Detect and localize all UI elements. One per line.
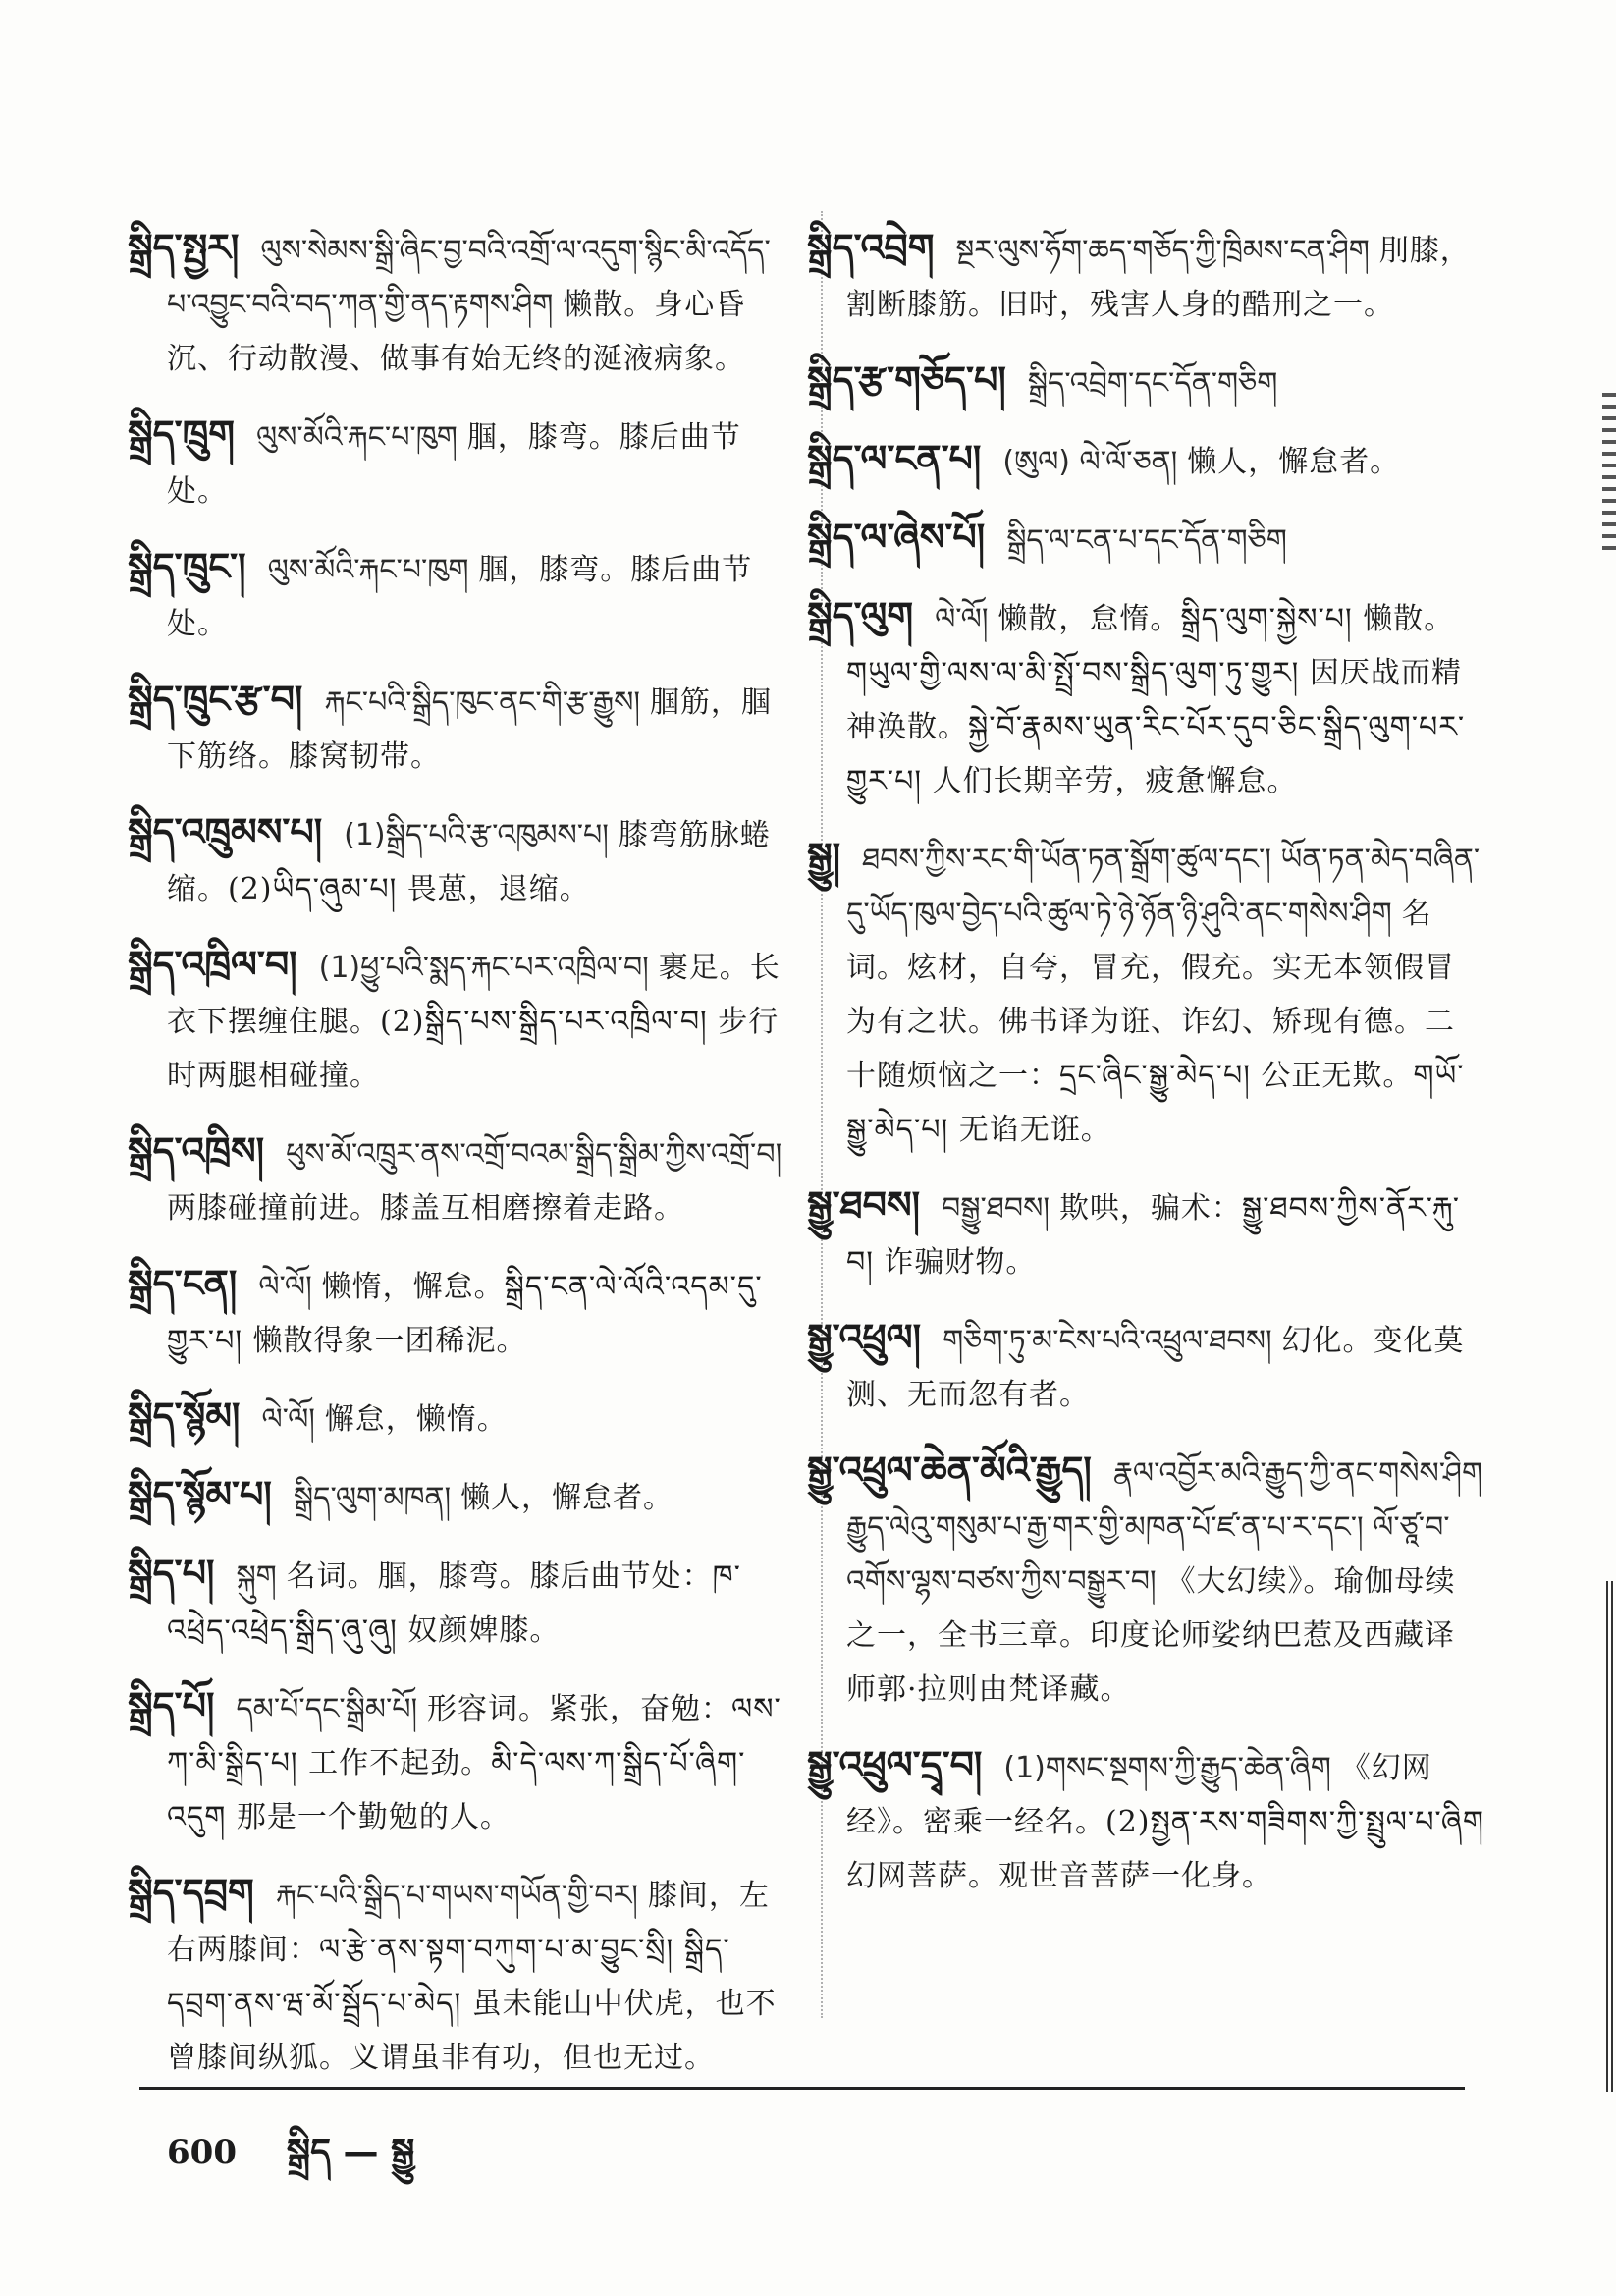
entry-definition: 幻化。变化莫测、无而忽有者。 — [846, 1324, 1465, 1412]
entry-headword: སྒྲིད་པ། — [128, 1552, 215, 1595]
entry-definition: 懒人，懈怠者。 — [460, 1481, 674, 1515]
dictionary-entry — [128, 1257, 795, 1368]
dictionary-entry — [128, 1679, 795, 1844]
entry-definition: 《幻网经》。密乘一经名。(2)སྤྱན་རས་གཟིགས་ཀྱི་སྤྲུལ་པ་ཞིག 幻网菩萨。观世音菩萨一化身。 — [846, 1751, 1484, 1893]
entry-definition: 两膝碰撞前进。膝盖互相磨擦着走路。 — [167, 1191, 684, 1226]
entry-definition: 欺哄，骗术：སྒྱུ་ཐབས་ཀྱིས་ནོར་རྐུ་བ། 诈骗财物。 — [846, 1191, 1461, 1280]
entry-gloss: བསྒྱུ་ཐབས། — [942, 1191, 1050, 1226]
entry-headword: སྒྲིད་རྩ་གཅོད་པ། — [807, 358, 1006, 402]
entry-definition: 腘，膝弯。膝后曲节处。 — [167, 420, 741, 509]
entry-headword: སྒྲིད་ལ་ངན་པ། — [807, 437, 982, 480]
dictionary-entry — [807, 511, 1484, 568]
entry-gloss: (ཨུལ) ལེ་ལོ་ཅན། — [1002, 445, 1178, 479]
entry-gloss: རྣལ་འབྱོར་མའི་རྒྱུད་ཀྱི་ནང་གསེས་ཤིག རྒྱུད་ལེའུ་གསུམ་པ་རྒྱ་གར་གྱི་མཁན་པོ་ཛ་ན་པ་ར་དང་། ལོ་ཙཱ་བ་འགོས་ལྷས་བཙས་ཀྱིས་བསྒྱུར་བ། — [846, 1456, 1483, 1599]
entry-gloss: ལུས་སེམས་སྒྲི་ཞིང་བྱ་བའི་འགྲོ་ལ་འདུག་སྙིང་མི་འདོད་པ་འབྱུང་བའི་བད་ཀན་གྱི་ནད་རྟགས་ཤིག — [167, 234, 771, 322]
entry-gloss: ལེ་ལོ། — [935, 602, 989, 636]
page-number: 600 — [167, 2133, 237, 2172]
entry-headword: སྒྲིད་ལུག — [807, 594, 914, 637]
entry-headword: སྒྲིད་ཁྲུང་རྩ་བ། — [128, 678, 303, 721]
dictionary-entry — [807, 354, 1484, 410]
dictionary-entry — [807, 830, 1484, 1157]
entry-gloss: རྐང་པའི་སྒྲིད་པ་གཡས་གཡོན་གྱི་བར། — [275, 1879, 638, 1913]
dictionary-entry — [128, 1390, 795, 1447]
entry-definition: 懒散，怠惰。སྒྲིད་ལུག་སྐྱེས་པ། 懒散。གཡུལ་གྱི་ལས་ལ་མི་སྤྲོ་བས་སྒྲིད་ལུག་ཏུ་གྱུར། 因厌战而精神涣散。སྐྱེ་བོ་རྣམས་ཡུན་རིང་པོར་དུབ་ཅིང་སྒྲིད་ལུག་པར་གྱུར་པ། 人们长期辛劳，疲惫懈怠。 — [846, 602, 1466, 798]
entry-headword: སྒྱུ་ཐབས། — [807, 1183, 921, 1227]
entry-gloss: སྒྲིད་ལུག་མཁན། — [293, 1481, 452, 1515]
entry-definition: 刖膝，割断膝筋。旧时，残害人身的酷刑之一。 — [846, 234, 1471, 322]
dictionary-entry — [807, 1738, 1484, 1903]
dictionary-entry — [128, 1547, 795, 1658]
dictionary-entry — [807, 589, 1484, 808]
entry-definition: 腘，膝弯。膝后曲节处。 — [167, 553, 753, 641]
dictionary-entry — [807, 1178, 1484, 1289]
dictionary-entry — [128, 673, 795, 784]
entry-headword: སྒྲིད་ལ་ཞེས་པོ། — [807, 516, 986, 559]
edge-marks — [1602, 393, 1616, 550]
dictionary-entry — [128, 938, 795, 1103]
entry-gloss: (1)གསང་སྔགས་ཀྱི་རྒྱུད་ཆེན་ཞིག — [1003, 1751, 1331, 1785]
entry-definition: 腘筋，腘下筋络。膝窝韧带。 — [167, 685, 772, 774]
entry-definition: 膝弯筋脉蜷缩。(2)ཡིད་ཞུམ་པ། 畏葸，退缩。 — [167, 818, 771, 906]
entry-headword: སྒྲིད་འཁྲུམས་པ། — [128, 810, 323, 853]
entry-definition: 懈怠，懒惰。 — [324, 1402, 508, 1437]
dictionary-entry — [128, 1468, 795, 1525]
dictionary-entry — [128, 1124, 795, 1235]
entry-headword: སྒྲིད་ཁྲུག — [128, 412, 235, 456]
dictionary-entry — [807, 221, 1484, 332]
entry-headword: སྒྲིད་སྙོམ། — [128, 1394, 241, 1438]
entry-headword: སྒྲིད་སྙོམ་པ། — [128, 1473, 272, 1516]
entry-definition: 懒散。身心昏沉、行动散漫、做事有始无终的涎液病象。 — [167, 288, 746, 376]
entry-definition: 裹足。长衣下摆缠住腿。(2)སྒྲིད་པས་སྒྲིད་པར་འཁྲིལ་བ། 步行时两腿相碰撞。 — [167, 951, 781, 1093]
entry-definition: 名词。腘，膝弯。膝后曲节处：ཁ་འཕྲེད་འཕྲེད་སྒྲིད་ཞུ་ཞུ། 奴颜婢膝。 — [167, 1559, 741, 1648]
left-column — [128, 221, 795, 2106]
dictionary-entry — [807, 1311, 1484, 1422]
dictionary-entry — [807, 432, 1484, 489]
dictionary-entry — [807, 1444, 1484, 1717]
entry-definition: 名词。炫材，自夸，冒充，假充。实无本领假冒为有之状。佛书译为诳、诈幻、矫现有德。二十随烦恼之一：དྲང་ཞིང་སྒྱུ་མེད་པ། 公正无欺。གཡོ་སྒྱུ་མེད་པ། 无谄无诳。 — [846, 897, 1465, 1147]
page-footer — [167, 2111, 414, 2212]
entry-gloss: གཅིག་ཏུ་མ་ངེས་པའི་འཕྲུལ་ཐབས། — [943, 1324, 1272, 1358]
entry-gloss: སྒྲིད་འབྲེག་དང་དོན་གཅིག — [1027, 366, 1278, 401]
entry-gloss: ལུས་མོའི་རྐང་པ་ཁུག — [255, 420, 458, 455]
entry-headword: སྒྲིད་འཁྲིལ་བ། — [128, 943, 297, 986]
entry-headword: སྒྲིད་ངན། — [128, 1262, 238, 1305]
footer-rule — [139, 2087, 1465, 2090]
entry-headword: སྒྲིད་འཁྲིས། — [128, 1129, 265, 1173]
entry-gloss: དམ་པོ་དང་སྒྲིམ་པོ། — [236, 1692, 418, 1726]
entry-gloss: སྒྲིད་ལ་ངན་པ་དང་དོན་གཅིག — [1006, 523, 1287, 558]
entry-gloss: ལེ་ལོ། — [261, 1402, 315, 1437]
entry-gloss: རྐང་པའི་སྒྲིད་ཁུང་ནང་གི་རྩ་རྒྱུས། — [324, 685, 641, 720]
entry-gloss: ཐབས་ཀྱིས་རང་གི་ཡོན་ཏན་སྒྲོག་ཚུལ་དང་། ཡོན་ཏན་མེད་བཞིན་དུ་ཡོད་ཁུལ་བྱེད་པའི་ཚུལ་ཏེ་ཉེ་ཉོན་ཉི་ཤུའི་ནང་གསེས་ཤིག — [846, 843, 1481, 931]
entry-definition: 《大幻续》。瑜伽母续之一，全书三章。印度论师娑纳巴惹及西藏译师郭·拉则由梵译藏。 — [846, 1564, 1456, 1707]
dictionary-entry — [128, 540, 795, 651]
entry-headword: སྒྱུ། — [807, 835, 841, 878]
edge-bar — [1606, 1581, 1616, 2092]
entry-gloss: (1)སྒྲིད་པའི་རྩ་འཁུམས་པ། — [344, 818, 609, 852]
entry-headword: སྒྲིད་འབྲེག — [807, 226, 935, 269]
entry-gloss: (1)ཕྱུ་པའི་སྨད་རྐང་པར་འཁྲིལ་བ། — [318, 951, 649, 985]
entry-definition: 懒惰，懈怠。སྒྲིད་ངན་ལེ་ལོའི་འདམ་དུ་གྱུར་པ། 懒散得象一团稀泥。 — [167, 1270, 763, 1358]
entry-gloss: སྔར་ལུས་ཧོག་ཆད་གཅོད་ཀྱི་ཁྲིམས་ངན་ཤིག — [955, 234, 1370, 268]
entry-gloss: ཕུས་མོ་འཁྲུར་ནས་འགྲོ་བའམ་སྒྲིད་སྒྲིམ་ཀྱིས་འགྲོ་བ། — [286, 1137, 782, 1172]
dictionary-entry — [128, 805, 795, 916]
entry-headword: སྒྲིད་སྤྱར། — [128, 226, 240, 269]
entry-definition: 膝间，左右两膝间：ལ་རྩེ་ནས་སྟག་བཀུག་པ་མ་བྱུང་སྲི། སྒྲིད་དབྲག་ནས་ཝ་མོ་སྦྲོད་པ་མེད། 虽未能山中伏虎，也不曾膝间纵狐。义谓虽非有功，但也无过。 — [167, 1879, 777, 2075]
entry-headword: སྒྲིད་པོ། — [128, 1684, 215, 1727]
dictionary-entry — [128, 1866, 795, 2085]
entry-headword: སྒྲིད་ཁྲུང་། — [128, 545, 246, 588]
entry-headword: སྒྱུ་འཕྲུལ་དྲྭ་བ། — [807, 1743, 983, 1786]
entry-definition: 懒人，懈怠者。 — [1187, 445, 1401, 479]
dictionary-entry — [128, 408, 795, 519]
entry-headword: སྒྱུ་འཕྲུལ་ཆེན་མོའི་རྒྱུད། — [807, 1449, 1092, 1492]
right-column — [807, 221, 1484, 1925]
dictionary-entry — [128, 221, 795, 386]
entry-headword: སྒྲིད་དབྲག — [128, 1871, 254, 1914]
entry-definition: 形容词。紧张，奋勉：ལས་ཀ་མི་སྒྲིད་པ། 工作不起劲。མི་དེ་ལས་ཀ་སྒྲིད་པོ་ཞིག་འདུག 那是一个勤勉的人。 — [167, 1692, 781, 1834]
entry-gloss: ལེ་ལོ། — [258, 1270, 312, 1304]
entry-gloss: སྐུག — [236, 1559, 277, 1594]
entry-gloss: ལུས་མོའི་རྐང་པ་ཁུག — [267, 553, 469, 587]
running-head: སྒྲིད — སྒྱུ — [286, 2132, 415, 2172]
entry-headword: སྒྱུ་འཕྲུལ། — [807, 1316, 922, 1359]
